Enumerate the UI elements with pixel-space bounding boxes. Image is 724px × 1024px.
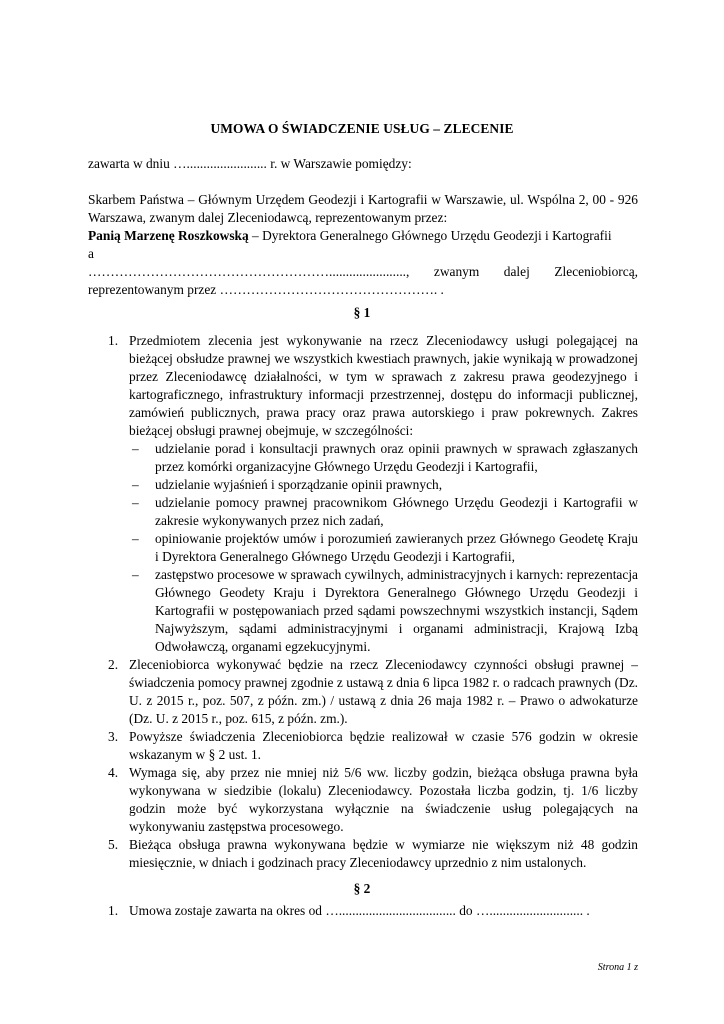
scope-subitem — [129, 494, 638, 530]
representative-name: Panią Marzenę Roszkowską — [88, 228, 249, 243]
item-text: Bieżąca obsługa prawna wykonywana będzie w wymiarze nie większym niż 48 godzin miesięcznie, w dniach i godzinach pracy Zleceniodawcy uprzednio z nim ustalonych. — [129, 837, 638, 870]
item-number: 1. — [108, 333, 119, 348]
section-1-heading: § 1 — [353, 305, 371, 320]
representative-line — [88, 227, 638, 245]
section-2-item-1 — [88, 902, 638, 920]
party2-representative: reprezentowanym przez …………………………………………. . — [88, 282, 444, 297]
section-2-list — [88, 902, 638, 920]
dash-bullet: – — [132, 567, 139, 582]
section-1-list — [88, 332, 638, 872]
scope-subitem — [129, 440, 638, 476]
intro-date-line: zawarta w dniu …........................ r. w Warszawie pomiędzy: — [88, 156, 412, 171]
item-number: 4. — [108, 765, 119, 780]
item-text: Powyższe świadczenia Zleceniobiorca będzie realizował w czasie 576 godzin w okresie wskazanym w § 2 ust. 1. — [129, 729, 638, 762]
section-1-item-4 — [88, 764, 638, 836]
subitem-text: udzielanie pomocy prawnej pracownikom Głównego Urzędu Geodezji i Kartografii w zakresie wykonywanych przez nich zadań, — [155, 495, 638, 528]
item-text: Wymaga się, aby przez nie mniej niż 5/6 ww. liczby godzin, bieżąca obsługa prawna była wykonywana w siedzibie (lokalu) Zleceniodawcy. Pozostała liczba godzin, tj. 1/6 liczby godzin może być wykorzystana wyłącznie na świadczenie usług polegających na wykonywaniu zastępstwa procesowego. — [129, 765, 638, 834]
item-number: 3. — [108, 729, 119, 744]
dash-bullet: – — [132, 531, 139, 546]
document-title: UMOWA O ŚWIADCZENIE USŁUG – ZLECENIE — [210, 121, 514, 136]
item-number: 2. — [108, 657, 119, 672]
party2-line: ………………………………………………......................., zwanym dalej Zleceniobiorcą, — [88, 264, 638, 279]
scope-sublist — [129, 440, 638, 656]
subitem-text: zastępstwo procesowe w sprawach cywilnych, administracyjnych i karnych: reprezentacja Głównego Geodety Kraju i Dyrektora Generalnego Głównego Urzędu Geodezji i Kartografii w postępowaniach przed sądami powszechnymi wszystkich instancji, Sądem Najwyższym, sądami administracyjnymi i organami administracji, Krajową Izbą Odwoławczą, organami egzekucyjnymi. — [155, 567, 638, 654]
subitem-text: opiniowanie projektów umów i porozumień zawieranych przez Głównego Geodetę Kraju i Dyrektora Generalnego Głównego Urzędu Geodezji i Kartografii, — [155, 531, 638, 564]
item-number: 5. — [108, 837, 119, 852]
page-footer: Strona 1 z — [597, 962, 638, 973]
section-1-item-5 — [88, 836, 638, 872]
item-text: Zleceniobiorca wykonywać będzie na rzecz Zleceniodawcy czynności obsługi prawnej – świadczenia pomocy prawnej zgodnie z ustawą z dnia 6 lipca 1982 r. o radcach prawnych (Dz. U. z 2015 r., poz. 507, z późn. zm.) / ustawą z dnia 26 maja 1982 r. – Prawo o adwokaturze (Dz. U. z 2015 r., poz. 615, z późn. zm.). — [129, 657, 638, 726]
dash-bullet: – — [132, 477, 139, 492]
dash-bullet: – — [132, 495, 139, 510]
representative-role: – Dyrektora Generalnego Głównego Urzędu Geodezji i Kartografii — [248, 228, 612, 243]
party1-description: Skarbem Państwa – Głównym Urzędem Geodezji i Kartografii w Warszawie, ul. Wspólna 2, 00 - 926 Warszawa, zwanym dalej Zleceniodawcą, reprezentowanym przez: — [88, 192, 638, 225]
section-1-item-1 — [88, 332, 638, 656]
subitem-text: udzielanie porad i konsultacji prawnych oraz opinii prawnych w sprawach zgłaszanych przez komórki organizacyjne Głównego Urzędu Geodezji i Kartografii, — [155, 441, 638, 474]
dash-bullet: – — [132, 441, 139, 456]
item-number: 1. — [108, 903, 119, 918]
section-1-item-3 — [88, 728, 638, 764]
scope-subitem — [129, 530, 638, 566]
item-text: Przedmiotem zlecenia jest wykonywanie na rzecz Zleceniodawcy usługi polegającej na bieżącej obsłudze prawnej we wszystkich kwestiach prawnych, jakie wynikają w prowadzonej przez Zleceniodawcę działalności, w tym w sprawach z zakresu prawa geodezyjnego i kartograficznego, infrastruktury informacji przestrzennej, dostępu do informacji publicznej, zamówień publicznych, prawa pracy oraz prawa autorskiego i praw pokrewnych. Zakres bieżącej obsługi prawnej obejmuje, w szczególności: — [129, 333, 638, 438]
scope-subitem — [129, 476, 638, 494]
item-text: Umowa zostaje zawarta na okres od …................................... do …............................ . — [129, 903, 590, 918]
section-2-heading: § 2 — [353, 881, 371, 896]
conjunction-a: a — [88, 246, 94, 261]
section-1-item-2 — [88, 656, 638, 728]
subitem-text: udzielanie wyjaśnień i sporządzanie opinii prawnych, — [155, 477, 443, 492]
scope-subitem — [129, 566, 638, 656]
